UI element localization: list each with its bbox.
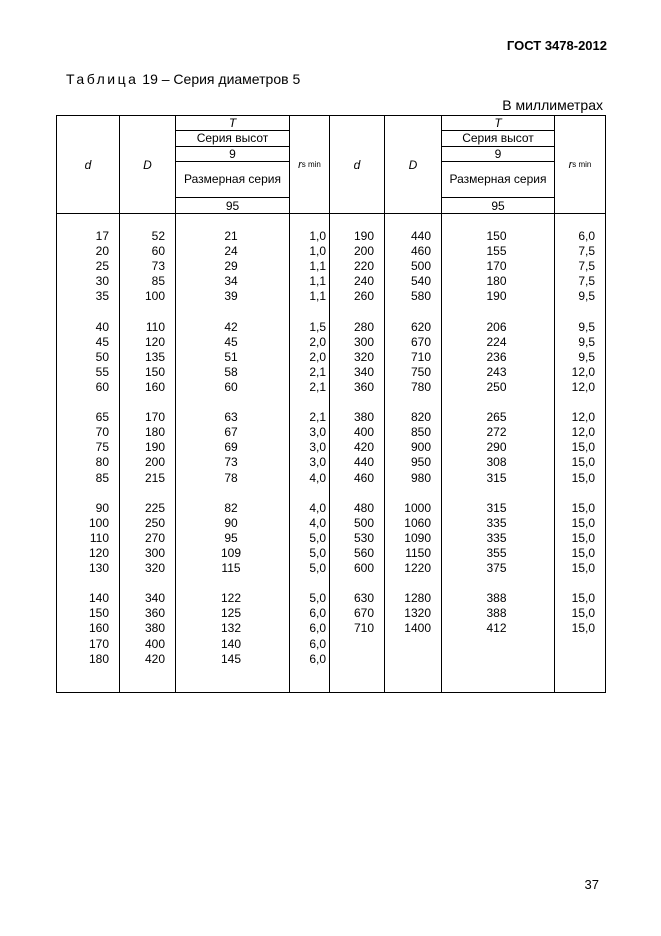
- table-cell: 4,0: [309, 470, 326, 485]
- table-cell: 29: [224, 259, 238, 274]
- table-cell: 100: [88, 515, 109, 530]
- group-gap: [57, 486, 119, 501]
- table-cell: 25: [95, 259, 109, 274]
- table-cell: 122: [220, 591, 242, 606]
- table-cell: 140: [220, 636, 242, 651]
- table-cell: 315: [486, 470, 507, 485]
- table-cell: 243: [486, 364, 507, 379]
- table-cell: 300: [353, 334, 374, 349]
- table-cell: 1060: [404, 515, 431, 530]
- table-cell: 670: [353, 606, 374, 621]
- col-d-right: [330, 214, 385, 693]
- header-dim-series: Размерная серия: [176, 162, 289, 198]
- table-cell: 75: [95, 440, 109, 455]
- table-cell: 460: [410, 244, 431, 259]
- table-cell: 360: [144, 606, 165, 621]
- col-D-left: [120, 214, 176, 693]
- table-cell: 300: [144, 545, 165, 560]
- table-cell: 440: [353, 455, 374, 470]
- table-cell: 5,0: [309, 561, 326, 576]
- table-cell: 1,1: [309, 259, 326, 274]
- table-cell: 340: [353, 364, 374, 379]
- table-cell: 51: [224, 349, 238, 364]
- header-T-label: T: [442, 116, 554, 131]
- col-rs-left: [290, 214, 330, 693]
- table-cell: 280: [353, 319, 374, 334]
- table-cell: 355: [486, 545, 507, 560]
- table-cell: 340: [144, 591, 165, 606]
- table-cell: 50: [95, 349, 109, 364]
- table-cell: 15,0: [571, 561, 595, 576]
- table-cell: 270: [144, 530, 165, 545]
- group-gap: [57, 304, 119, 319]
- table-cell: 400: [144, 636, 165, 651]
- group-gap: [555, 395, 605, 410]
- table-cell: 215: [144, 470, 165, 485]
- table-cell: 15,0: [571, 515, 595, 530]
- caption-text: 19 – Серия диаметров 5: [138, 71, 301, 87]
- group-gap: [555, 486, 605, 501]
- table-cell: 6,0: [309, 621, 326, 636]
- table-cell: 9,5: [578, 289, 595, 304]
- table-cell: 110: [89, 530, 109, 545]
- table-cell: 170: [88, 636, 109, 651]
- table-cell: 180: [88, 651, 109, 666]
- table-cell: 420: [353, 440, 374, 455]
- table-cell: 20: [95, 244, 109, 259]
- table-cell: 308: [486, 455, 507, 470]
- group-gap: [176, 395, 289, 410]
- table-cell: 24: [224, 244, 238, 259]
- header-dim-series: Размерная серия: [442, 162, 554, 198]
- table-cell: 180: [486, 274, 507, 289]
- group-gap: [385, 576, 441, 591]
- table-cell: 1090: [404, 530, 431, 545]
- group-gap: [442, 576, 554, 591]
- group-gap: [442, 304, 554, 319]
- table-cell: 52: [151, 229, 165, 243]
- col-rs-right: [555, 214, 606, 693]
- table-cell: 15,0: [571, 621, 595, 636]
- table-cell: 12,0: [571, 425, 595, 440]
- header-d-right: d: [353, 157, 361, 172]
- table-cell: 236: [486, 349, 507, 364]
- table-body-row: [57, 214, 606, 693]
- header-dim-series-value: 95: [491, 198, 505, 213]
- table-cell: 1,5: [309, 319, 326, 334]
- table-cell: 63: [224, 410, 238, 425]
- table-cell: 225: [144, 500, 165, 515]
- table-cell: 12,0: [571, 410, 595, 425]
- table-cell: 73: [151, 259, 165, 274]
- table-cell: 70: [95, 425, 109, 440]
- table-cell: 58: [224, 364, 238, 379]
- table-cell: 85: [151, 274, 165, 289]
- units-label: В миллиметрах: [502, 97, 603, 113]
- header-rs-right: r s min: [568, 158, 592, 171]
- table-cell: 630: [353, 591, 374, 606]
- table-cell: 260: [353, 289, 374, 304]
- header-T-right: [442, 116, 554, 213]
- table-cell: 6,0: [578, 229, 595, 243]
- header-height-series: Серия высот: [442, 131, 554, 147]
- table-cell: 120: [144, 334, 165, 349]
- table-cell: 115: [221, 561, 241, 576]
- table-cell: 67: [224, 425, 238, 440]
- table-cell: 12,0: [571, 379, 595, 394]
- table-cell: 190: [353, 229, 374, 243]
- table-cell: 150: [88, 606, 109, 621]
- header-d-left: d: [84, 157, 92, 172]
- table-cell: 15,0: [571, 591, 595, 606]
- group-gap: [555, 576, 605, 591]
- table-cell: 620: [410, 319, 431, 334]
- table-cell: 140: [88, 591, 109, 606]
- group-gap: [442, 486, 554, 501]
- table-cell: 3,0: [309, 425, 326, 440]
- group-gap: [120, 395, 175, 410]
- table-cell: 420: [144, 651, 165, 666]
- group-gap: [176, 576, 289, 591]
- table-cell: 150: [486, 229, 507, 243]
- table-cell: 560: [353, 545, 374, 560]
- header-height-series-value: 9: [176, 147, 289, 163]
- table-cell: 1400: [404, 621, 431, 636]
- col-T-right: [442, 214, 555, 693]
- group-gap: [385, 486, 441, 501]
- group-gap: [176, 304, 289, 319]
- group-gap: [385, 304, 441, 319]
- table-cell: 69: [224, 440, 238, 455]
- table-cell: 100: [144, 289, 165, 304]
- table-cell: 820: [410, 410, 431, 425]
- group-gap: [120, 576, 175, 591]
- group-gap: [385, 395, 441, 410]
- table-cell: 15,0: [571, 500, 595, 515]
- table-cell: 110: [145, 319, 165, 334]
- table-cell: 2,1: [309, 410, 326, 425]
- table-cell: 200: [144, 455, 165, 470]
- table-cell: 5,0: [309, 591, 326, 606]
- group-gap: [176, 486, 289, 501]
- table-cell: 65: [95, 410, 109, 425]
- header-dim-series-value: 95: [225, 198, 240, 213]
- table-cell: 9,5: [578, 319, 595, 334]
- table-cell: 125: [220, 606, 242, 621]
- table-cell: 82: [224, 500, 238, 515]
- table-cell: 9,5: [578, 349, 595, 364]
- header-T-label: T: [176, 116, 289, 131]
- table-cell: 9,5: [578, 334, 595, 349]
- table-cell: 2,1: [309, 379, 326, 394]
- table-cell: 190: [486, 289, 507, 304]
- table-cell: 7,5: [578, 274, 595, 289]
- group-gap: [120, 486, 175, 501]
- table-cell: 265: [486, 410, 507, 425]
- table-cell: 78: [224, 470, 238, 485]
- table-cell: 90: [224, 515, 238, 530]
- table-cell: 780: [410, 379, 431, 394]
- table-cell: 135: [144, 349, 165, 364]
- table-cell: 160: [88, 621, 109, 636]
- table-cell: 6,0: [309, 606, 326, 621]
- caption-prefix: Таблица: [66, 71, 139, 87]
- table-cell: 95: [224, 530, 238, 545]
- table-cell: 1280: [404, 591, 431, 606]
- table-cell: 21: [224, 229, 238, 243]
- table-cell: 1320: [404, 606, 431, 621]
- table-cell: 1220: [404, 561, 431, 576]
- table-cell: 460: [353, 470, 374, 485]
- col-d-left: [57, 214, 120, 693]
- table-cell: 15,0: [571, 606, 595, 621]
- table-cell: 3,0: [309, 440, 326, 455]
- group-gap: [57, 395, 119, 410]
- table-cell: 200: [353, 244, 374, 259]
- table-cell: 335: [486, 530, 507, 545]
- table-cell: 2,0: [309, 334, 326, 349]
- header-height-series: Серия высот: [176, 131, 289, 147]
- group-gap: [330, 304, 384, 319]
- table-cell: 220: [353, 259, 374, 274]
- table-cell: 155: [486, 244, 507, 259]
- table-cell: 670: [410, 334, 431, 349]
- table-cell: 4,0: [309, 500, 326, 515]
- table-cell: 170: [144, 410, 165, 425]
- table-cell: 45: [224, 334, 238, 349]
- table-cell: 530: [353, 530, 374, 545]
- table-cell: 850: [410, 425, 431, 440]
- table-cell: 4,0: [309, 515, 326, 530]
- table-cell: 900: [410, 440, 431, 455]
- table-cell: 73: [224, 455, 238, 470]
- page-number: 37: [584, 877, 599, 892]
- header-D-right: D: [408, 157, 418, 172]
- table-cell: 2,0: [309, 349, 326, 364]
- table-cell: 600: [353, 561, 374, 576]
- table-cell: 480: [353, 500, 374, 515]
- table-cell: 15,0: [571, 545, 595, 560]
- table-cell: 412: [486, 621, 507, 636]
- table-cell: 12,0: [571, 364, 595, 379]
- table-cell: 272: [486, 425, 507, 440]
- table-cell: 190: [144, 440, 165, 455]
- table-cell: 980: [410, 470, 431, 485]
- table-cell: 950: [410, 455, 431, 470]
- group-gap: [290, 486, 329, 501]
- table-cell: 1,0: [309, 229, 326, 243]
- table-cell: 60: [95, 379, 109, 394]
- table-cell: 35: [95, 289, 109, 304]
- table-cell: 160: [144, 379, 165, 394]
- standard-title: ГОСТ 3478-2012: [506, 38, 607, 53]
- table-cell: 130: [88, 561, 109, 576]
- table-cell: 380: [144, 621, 165, 636]
- table-cell: 6,0: [309, 636, 326, 651]
- table-cell: 540: [410, 274, 431, 289]
- table-cell: 15,0: [571, 440, 595, 455]
- table-cell: 60: [224, 379, 238, 394]
- table-cell: 710: [353, 621, 374, 636]
- table-cell: 1,1: [309, 274, 326, 289]
- table-cell: 42: [224, 319, 238, 334]
- table-cell: 180: [144, 425, 165, 440]
- table-cell: 360: [353, 379, 374, 394]
- table-cell: 60: [151, 244, 165, 259]
- table-cell: 5,0: [309, 545, 326, 560]
- table-cell: 380: [353, 410, 374, 425]
- table-cell: 120: [88, 545, 109, 560]
- col-D-right: [385, 214, 442, 693]
- table-cell: 90: [95, 500, 109, 515]
- table-cell: 145: [220, 651, 242, 666]
- group-gap: [330, 576, 384, 591]
- group-gap: [290, 576, 329, 591]
- table-cell: 3,0: [309, 455, 326, 470]
- table-cell: 1000: [404, 500, 431, 515]
- table-cell: 250: [144, 515, 165, 530]
- table-cell: 206: [486, 319, 507, 334]
- table-cell: 320: [353, 349, 374, 364]
- table-cell: 34: [224, 274, 238, 289]
- table-cell: 440: [410, 229, 431, 243]
- diameter-series-table: [56, 115, 606, 693]
- group-gap: [290, 395, 329, 410]
- table-cell: 1,1: [309, 289, 326, 304]
- table-cell: 15,0: [571, 470, 595, 485]
- table-cell: 335: [486, 515, 507, 530]
- table-cell: 500: [410, 259, 431, 274]
- table-cell: 224: [486, 334, 507, 349]
- table-cell: 45: [95, 334, 109, 349]
- group-gap: [555, 304, 605, 319]
- table-cell: 388: [486, 606, 507, 621]
- group-gap: [57, 576, 119, 591]
- table-cell: 6,0: [309, 651, 326, 666]
- table-cell: 240: [353, 274, 374, 289]
- table-cell: 15,0: [571, 530, 595, 545]
- table-cell: 170: [486, 259, 507, 274]
- group-gap: [330, 395, 384, 410]
- table-caption: [66, 71, 300, 87]
- table-cell: 7,5: [578, 244, 595, 259]
- group-gap: [442, 395, 554, 410]
- table-cell: 5,0: [309, 530, 326, 545]
- table-cell: 320: [144, 561, 165, 576]
- table-cell: 580: [410, 289, 431, 304]
- table-cell: 290: [486, 440, 507, 455]
- table-cell: 500: [353, 515, 374, 530]
- table-cell: 250: [486, 379, 507, 394]
- table-cell: 7,5: [578, 259, 595, 274]
- table-cell: 15,0: [571, 455, 595, 470]
- group-gap: [330, 486, 384, 501]
- col-T-left: [176, 214, 290, 693]
- table-cell: 1,0: [309, 244, 326, 259]
- table-cell: 375: [486, 561, 507, 576]
- table-cell: 30: [95, 274, 109, 289]
- table-cell: 1150: [405, 545, 431, 560]
- table-cell: 2,1: [309, 364, 326, 379]
- header-height-series-value: 9: [442, 147, 554, 163]
- table-header-row: [57, 116, 606, 214]
- table-cell: 40: [95, 319, 109, 334]
- header-T-left: [176, 116, 289, 213]
- table-cell: 55: [95, 364, 109, 379]
- table-cell: 132: [220, 621, 242, 636]
- table-cell: 80: [95, 455, 109, 470]
- table-cell: 710: [410, 349, 431, 364]
- header-D-left: D: [143, 157, 152, 172]
- table-cell: 85: [95, 470, 109, 485]
- table-cell: 315: [486, 500, 507, 515]
- table-cell: 388: [486, 591, 507, 606]
- group-gap: [120, 304, 175, 319]
- table-cell: 17: [95, 229, 109, 243]
- table-cell: 109: [220, 545, 242, 560]
- table-cell: 150: [144, 364, 165, 379]
- table-cell: 400: [353, 425, 374, 440]
- table-cell: 39: [224, 289, 238, 304]
- header-rs-left: r s min: [298, 158, 321, 171]
- group-gap: [290, 304, 329, 319]
- table-cell: 750: [410, 364, 431, 379]
